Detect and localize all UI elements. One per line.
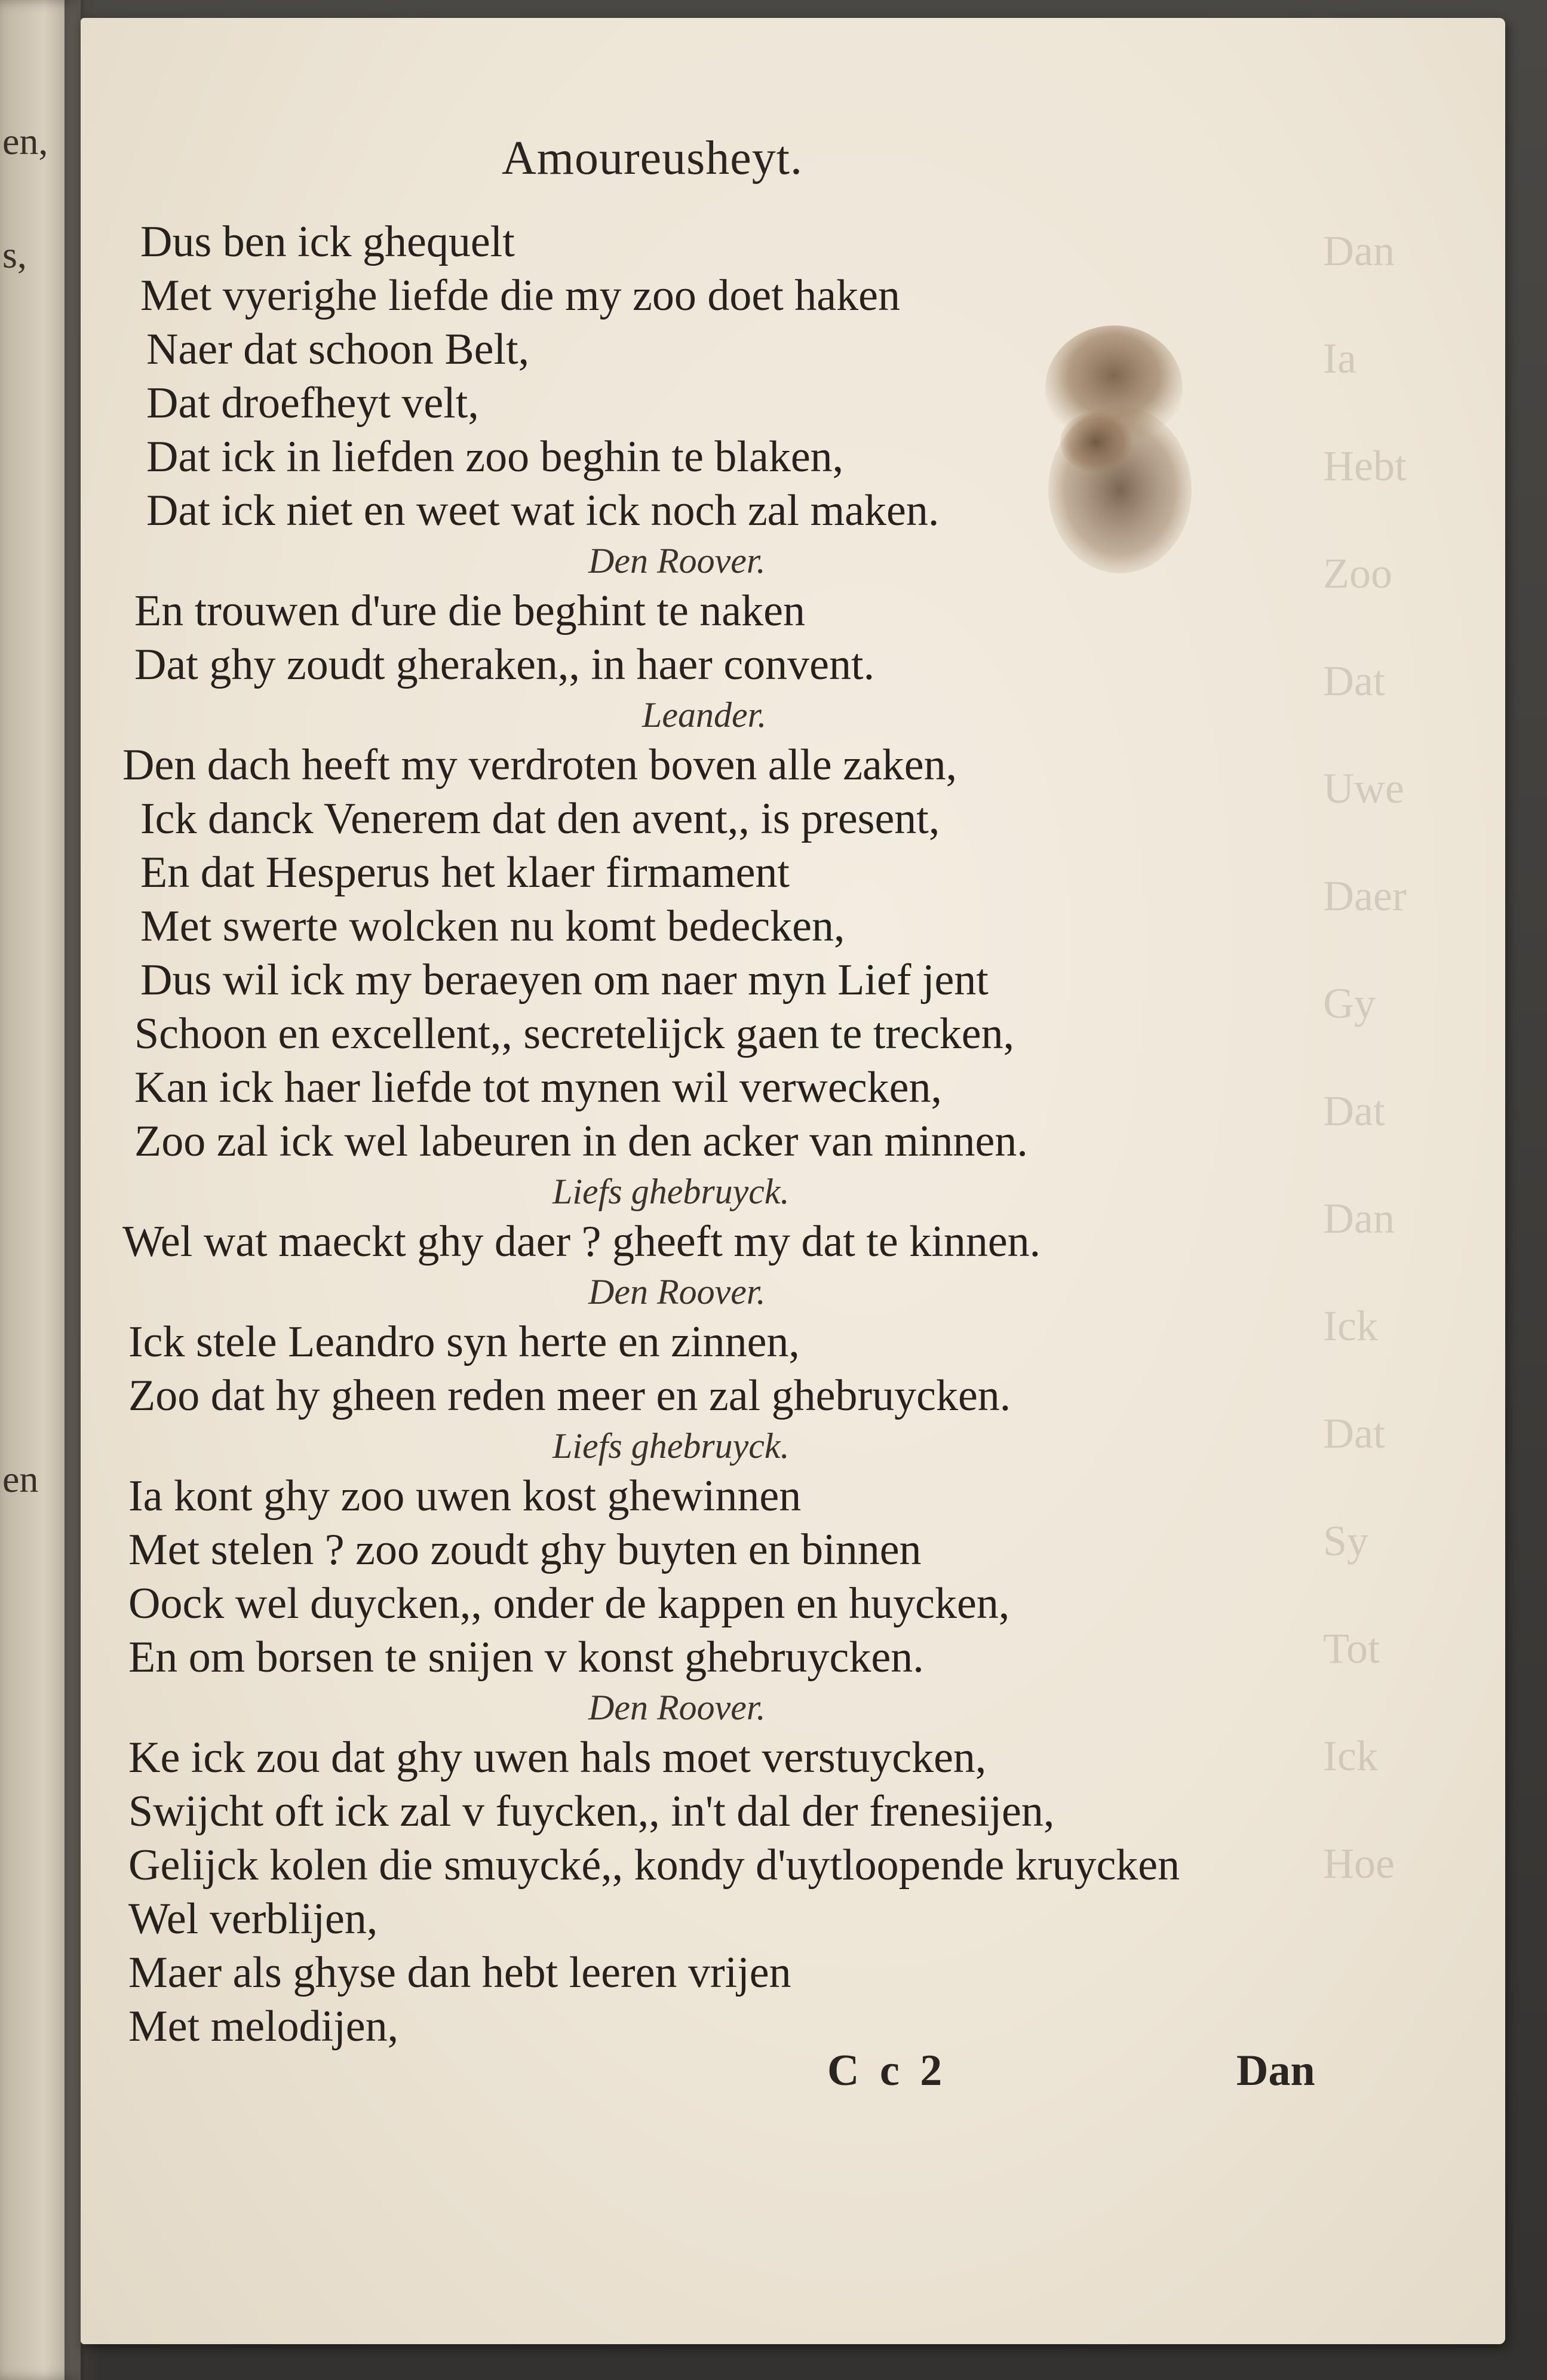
speaker-heading: Liefs ghebruyck. — [552, 1172, 790, 1211]
speaker-heading: Den Roover. — [588, 1688, 766, 1727]
verse-line: Dus ben ick ghequelt — [140, 217, 515, 266]
facing-page-fragment: en, — [2, 120, 48, 162]
facing-page-fragment: en — [2, 1458, 39, 1500]
speaker-heading: Leander. — [642, 695, 767, 735]
verse-line: Zoo zal ick wel labeuren in den acker van minnen. — [134, 1117, 1028, 1166]
verse-line: Naer dat schoon Belt, — [146, 325, 530, 374]
verse-line: Met vyerighe liefde die my zoo doet haken — [140, 271, 900, 320]
speaker-heading: Den Roover. — [588, 1272, 766, 1312]
verse-line: Ick danck Venerem dat den avent,, is present, — [140, 794, 940, 843]
verse-line: Ia kont ghy zoo uwen kost ghewinnen — [128, 1472, 802, 1521]
show-through-text: Dan Ia Hebt Zoo Dat Uwe Daer Gy Dat Dan Ick Dat Sy Tot Ick Hoe — [1323, 227, 1407, 1887]
verse-line: Wel verblijen, — [128, 1894, 378, 1943]
signature-mark: C c 2 — [827, 2046, 947, 2095]
verse-line: Met melodijen, — [128, 2002, 399, 2051]
verse-line: Dat ick niet en weet wat ick noch zal maken. — [146, 486, 940, 535]
running-head: Amoureusheyt. — [502, 132, 803, 185]
verse-line: Dus wil ick my beraeyen om naer myn Lief jent — [140, 956, 989, 1005]
verse-line: Gelijck kolen die smuycké,, kondy d'uytloopende kruycken — [128, 1841, 1180, 1890]
catchword: Dan — [1236, 2046, 1315, 2095]
verse-line: Dat droefheyt velt, — [146, 379, 479, 428]
verse-line: Dat ghy zoudt gheraken,, in haer convent. — [134, 640, 875, 689]
verse-line: Oock wel duycken,, onder de kappen en huycken, — [128, 1579, 1010, 1628]
facing-page-fragment: s, — [2, 234, 27, 276]
verse-line: Maer als ghyse dan hebt leeren vrijen — [128, 1948, 791, 1997]
speaker-heading: Liefs ghebruyck. — [552, 1426, 790, 1466]
speaker-heading: Den Roover. — [588, 541, 766, 581]
verse-line: Ke ick zou dat ghy uwen hals moet verstuycken, — [128, 1733, 987, 1782]
verse-line: Zoo dat hy gheen reden meer en zal ghebruycken. — [128, 1371, 1011, 1420]
verse-line: En om borsen te snijen v konst ghebruycken. — [128, 1633, 924, 1682]
verse-line: En dat Hesperus het klaer firmament — [140, 848, 790, 897]
verse-line: Swijcht oft ick zal v fuycken,, in't dal der frenesijen, — [128, 1787, 1055, 1836]
verse-line: Ick stele Leandro syn herte en zinnen, — [128, 1318, 800, 1366]
verse-line: Met stelen ? zoo zoudt ghy buyten en binnen — [128, 1525, 922, 1574]
verse-line: Kan ick haer liefde tot mynen wil verwecken, — [134, 1063, 943, 1112]
verse-line: Wel wat maeckt ghy daer ? gheeft my dat te kinnen. — [122, 1217, 1041, 1266]
book-page — [81, 18, 1505, 2344]
verse-line: Schoon en excellent,, secretelijck gaen te trecken, — [134, 1009, 1015, 1058]
verse-line: Den dach heeft my verdroten boven alle zaken, — [122, 741, 957, 790]
verse-line: Met swerte wolcken nu komt bedecken, — [140, 902, 845, 951]
text-body — [122, 215, 1466, 2053]
verse-line: En trouwen d'ure die beghint te naken — [134, 586, 805, 635]
verse-line: Dat ick in liefden zoo beghin te blaken, — [146, 432, 844, 481]
